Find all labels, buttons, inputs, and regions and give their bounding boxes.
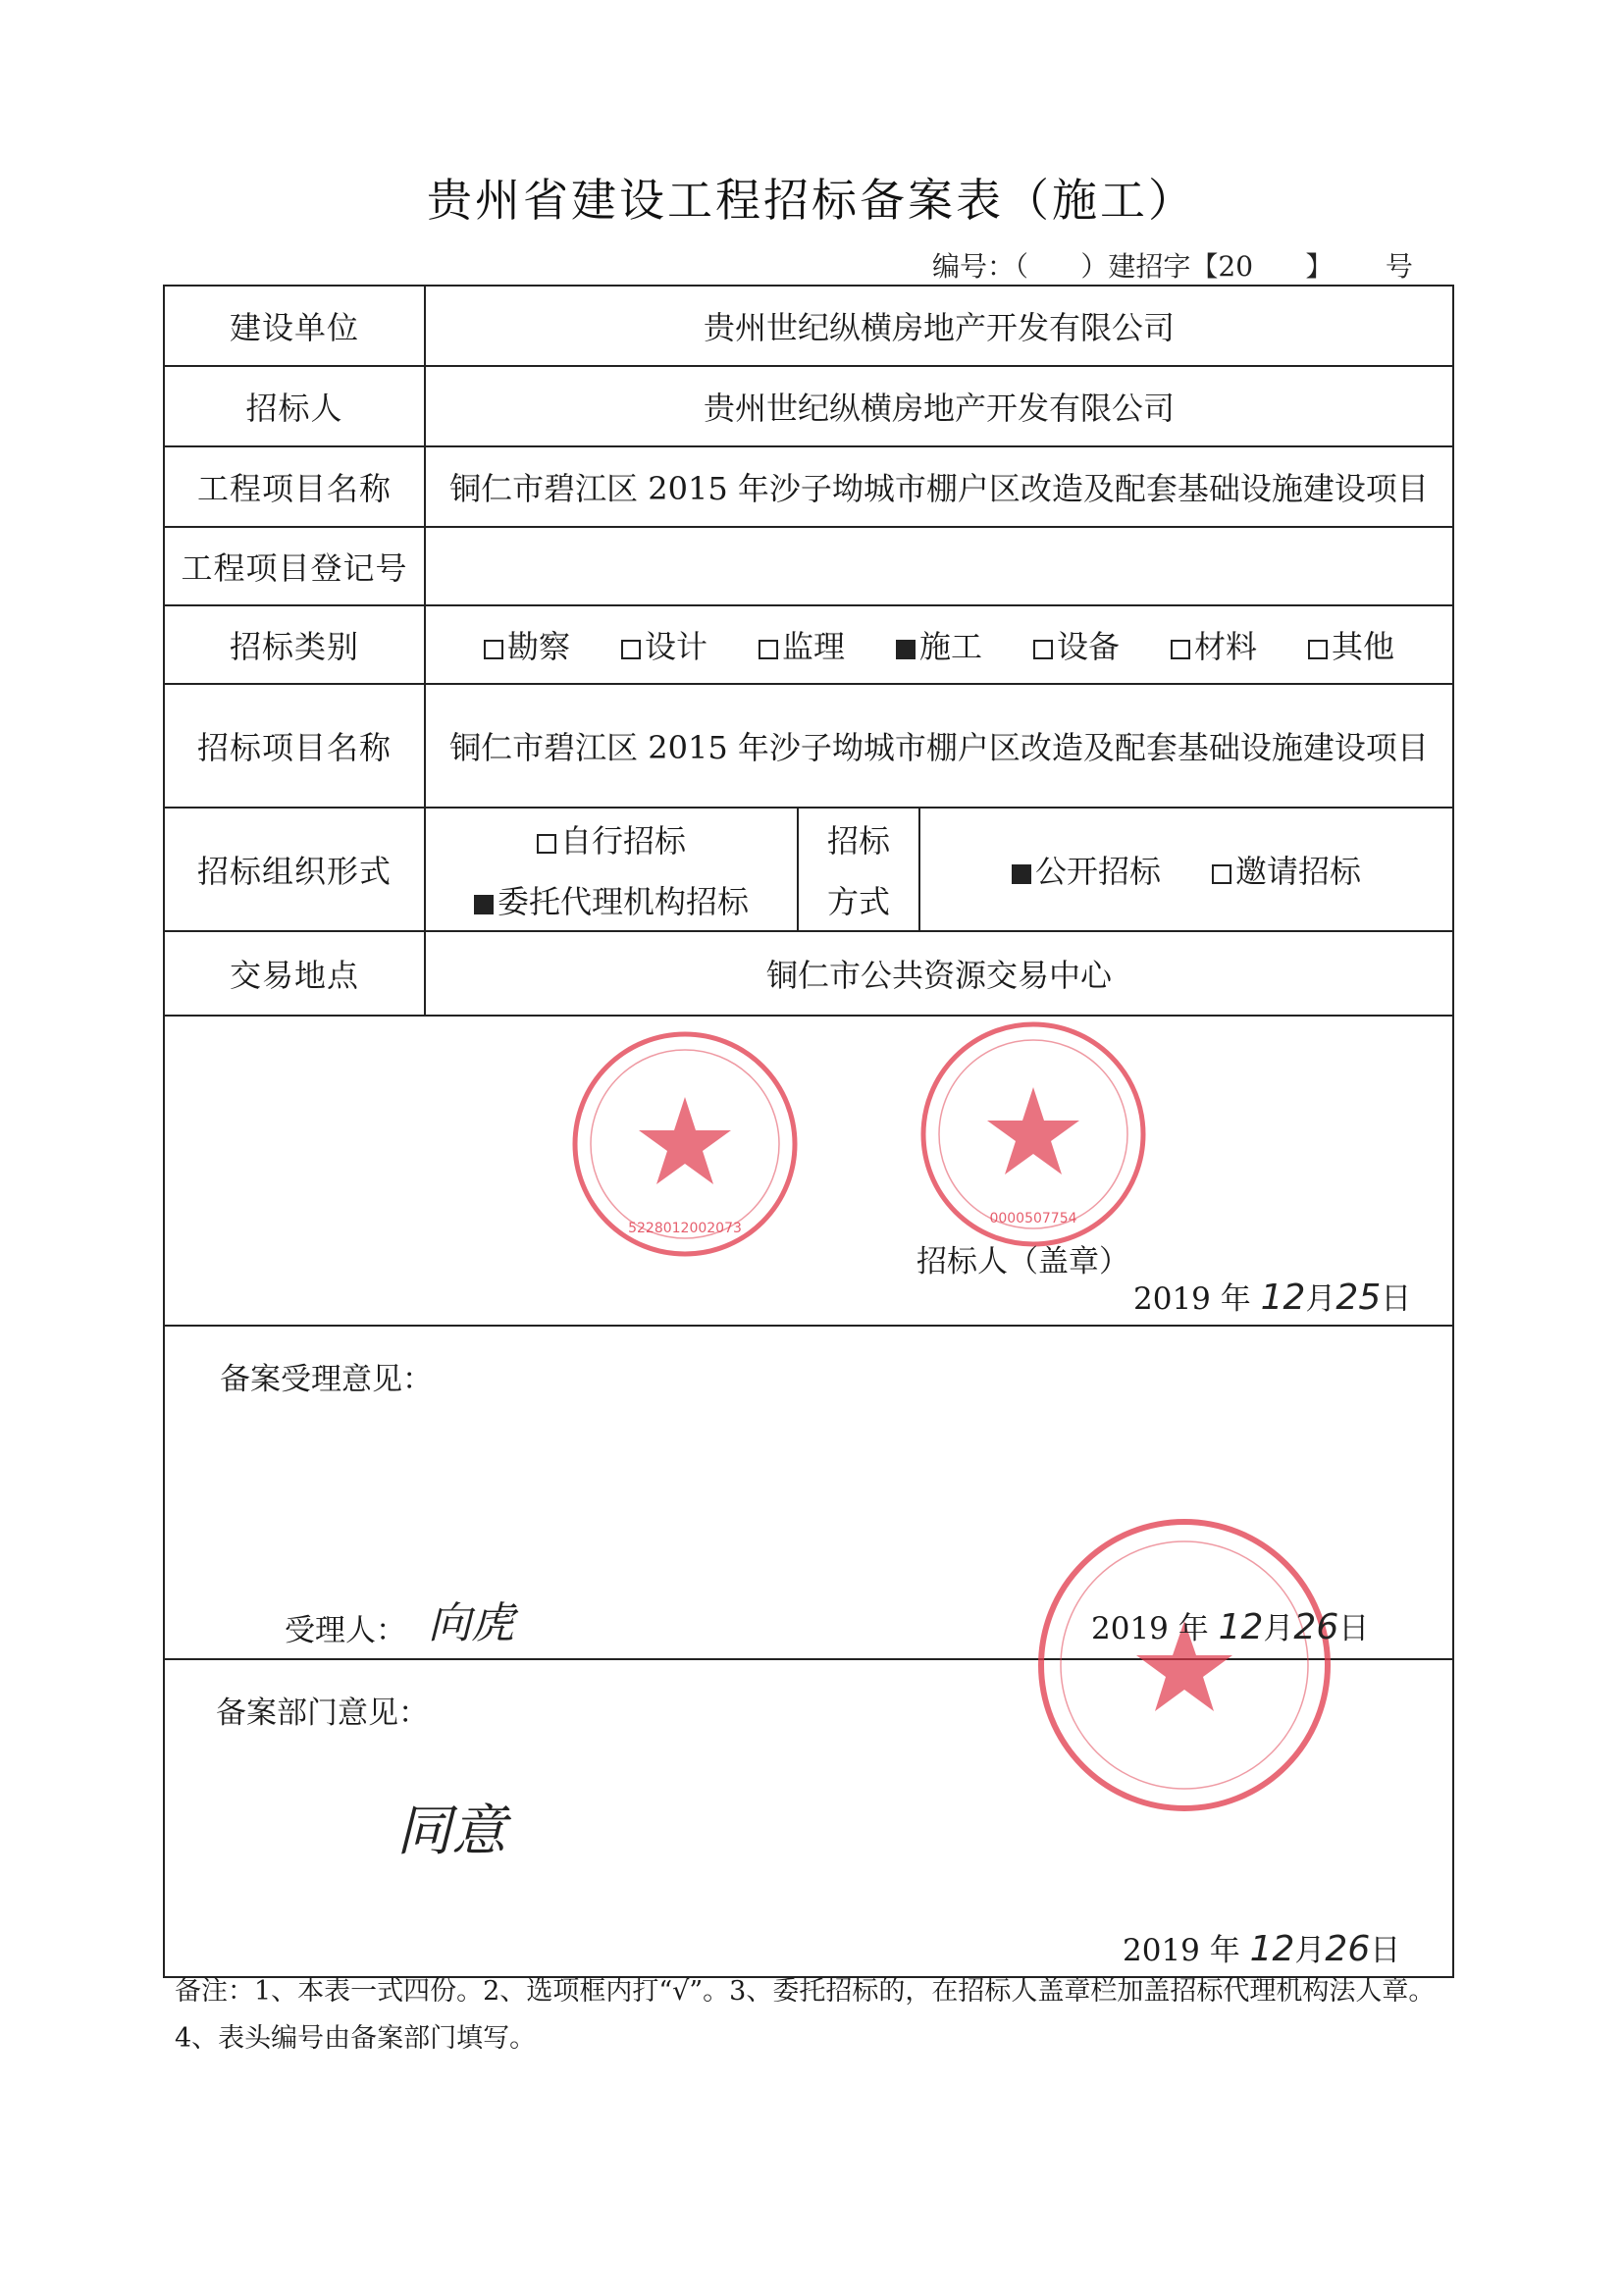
checkbox-icon — [1212, 864, 1231, 884]
checked-checkbox-icon — [474, 895, 494, 914]
category-option-material[interactable]: 材料 — [1171, 622, 1257, 667]
acceptance-opinion-label: 备案受理意见： — [220, 1362, 433, 1397]
organization-form-label: 招标组织形式 — [164, 808, 425, 931]
checkbox-icon — [759, 640, 778, 659]
tenderer-value: 贵州世纪纵横房地产开发有限公司 — [425, 366, 1453, 446]
category-option-design[interactable]: 设计 — [621, 622, 707, 667]
row-tender-project-name — [164, 684, 1453, 808]
handler-label: 受理人： — [285, 1613, 406, 1648]
serial-number: 编号：（ ）建招字【20 】 号 — [932, 250, 1413, 283]
row-registration-no — [164, 527, 1453, 605]
checkbox-icon — [537, 834, 556, 854]
org-option-self[interactable]: 自行招标 — [426, 816, 797, 861]
project-name-label: 工程项目名称 — [164, 446, 425, 527]
row-trading-place — [164, 931, 1453, 1016]
category-option-equipment[interactable]: 设备 — [1033, 622, 1120, 667]
filing-form-table — [163, 285, 1454, 1978]
project-name-value: 铜仁市碧江区 2015 年沙子坳城市棚户区改造及配套基础设施建设项目 — [425, 446, 1453, 527]
construction-unit-value: 贵州世纪纵横房地产开发有限公司 — [425, 286, 1453, 366]
footnote: 备注：1、本表一式四份。2、选项框内打“√”。3、委托招标的，在招标人盖章栏加盖招标代理机构法人章。4、表头编号由备案部门填写。 — [175, 1976, 1436, 2054]
acceptance-area — [164, 1326, 1453, 1659]
row-tenderer — [164, 366, 1453, 446]
category-option-survey[interactable]: 勘察 — [484, 622, 570, 667]
checkbox-icon — [1171, 640, 1190, 659]
checkbox-icon — [1308, 640, 1328, 659]
department-opinion-label: 备案部门意见： — [216, 1696, 429, 1731]
tender-category-options — [425, 605, 1453, 684]
method-option-open[interactable]: 公开招标 — [1012, 847, 1161, 892]
category-option-supervision[interactable]: 监理 — [759, 622, 845, 667]
tenderer-seal-right-stamp — [916, 1017, 1151, 1252]
row-department — [164, 1659, 1453, 1977]
row-acceptance — [164, 1326, 1453, 1659]
category-option-construction[interactable]: 施工 — [896, 622, 982, 667]
checked-checkbox-icon — [896, 640, 916, 659]
tender-method-label: 招标 方式 — [798, 808, 919, 931]
row-tenderer-seal — [164, 1016, 1453, 1326]
registration-no-label: 工程项目登记号 — [164, 527, 425, 605]
department-date: 2019 年 12月26日 — [1123, 1929, 1401, 1969]
row-tender-category — [164, 605, 1453, 684]
tenderer-seal-area — [164, 1016, 1453, 1326]
row-organization-form — [164, 808, 1453, 931]
tender-method-options — [919, 808, 1453, 931]
tenderer-seal-label: 招标人（盖章） — [916, 1244, 1129, 1279]
trading-place-value: 铜仁市公共资源交易中心 — [425, 931, 1453, 1016]
checkbox-icon — [621, 640, 641, 659]
department-area — [164, 1659, 1453, 1977]
method-option-invited[interactable]: 邀请招标 — [1212, 847, 1361, 892]
page-title: 贵州省建设工程招标备案表（施工） — [427, 174, 1196, 227]
category-option-other[interactable]: 其他 — [1308, 622, 1394, 667]
checked-checkbox-icon — [1012, 864, 1031, 884]
row-construction-unit — [164, 286, 1453, 366]
acceptance-date: 2019 年 12月26日 — [1091, 1607, 1370, 1647]
org-option-agency[interactable]: 委托代理机构招标 — [426, 877, 797, 922]
tenderer-seal-left-stamp — [567, 1026, 803, 1262]
tender-category-label: 招标类别 — [164, 605, 425, 684]
tenderer-seal-date: 2019 年 12月25日 — [1133, 1278, 1412, 1318]
tender-project-name-value: 铜仁市碧江区 2015 年沙子坳城市棚户区改造及配套基础设施建设项目 — [425, 684, 1453, 808]
svg-text:5228012002073: 5228012002073 — [628, 1221, 742, 1236]
svg-text:0000507754: 0000507754 — [989, 1211, 1077, 1226]
checkbox-icon — [484, 640, 503, 659]
row-project-name — [164, 446, 1453, 527]
organization-form-options — [425, 808, 798, 931]
handler-signature: 向虎 — [428, 1598, 514, 1648]
registration-no-value — [425, 527, 1453, 605]
tender-project-name-label: 招标项目名称 — [164, 684, 425, 808]
department-opinion-handwritten: 同意 — [396, 1800, 506, 1863]
checkbox-icon — [1033, 640, 1053, 659]
construction-unit-label: 建设单位 — [164, 286, 425, 366]
tenderer-label: 招标人 — [164, 366, 425, 446]
trading-place-label: 交易地点 — [164, 931, 425, 1016]
